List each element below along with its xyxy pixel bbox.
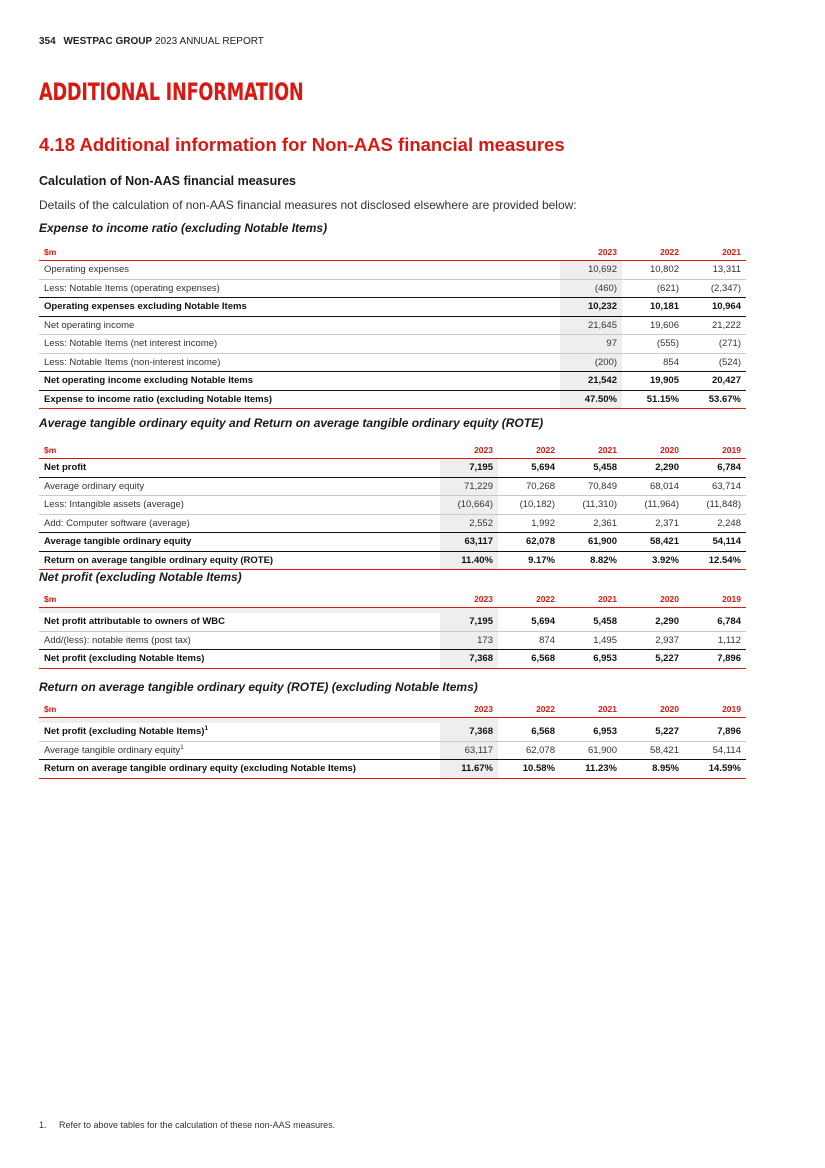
cell-value: 10,181 [622,298,684,317]
table-row [39,496,746,515]
year-header: 2019 [684,590,746,608]
row-label: Return on average tangible ordinary equity (ROTE) [39,551,440,570]
cell-value: 62,078 [498,533,560,552]
cell-value: 7,195 [440,613,498,631]
cell-value: 6,953 [560,723,622,741]
cell-value: 47.50% [560,390,622,409]
table-row [39,316,746,335]
row-label: Expense to income ratio (excluding Notable Items) [39,390,560,409]
table-row [39,372,746,391]
cell-value: 70,849 [560,477,622,496]
cell-value: 8.95% [622,760,684,779]
cell-value: 12.54% [684,551,746,570]
year-header: 2023 [560,243,622,261]
cell-value: 11.40% [440,551,498,570]
row-label: Add: Computer software (average) [39,514,440,533]
year-header: 2020 [622,700,684,718]
cell-value: 5,694 [498,459,560,478]
unit-label: $m [39,700,440,718]
cell-value: 173 [440,631,498,650]
row-label: Net profit attributable to owners of WBC [39,613,440,631]
cell-value: 21,542 [560,372,622,391]
cell-value: 2,290 [622,459,684,478]
cell-value: 6,784 [684,459,746,478]
cell-value: (200) [560,353,622,372]
table-header-row [39,441,746,459]
row-label: Net operating income excluding Notable Items [39,372,560,391]
table-row [39,723,746,741]
cell-value: 7,896 [684,723,746,741]
cell-value: 1,495 [560,631,622,650]
cell-value: (524) [684,353,746,372]
year-header: 2021 [684,243,746,261]
row-label: Operating expenses excluding Notable Items [39,298,560,317]
cell-value: 2,371 [622,514,684,533]
cell-value: (11,310) [560,496,622,515]
cell-value: 21,645 [560,316,622,335]
cell-value: (10,182) [498,496,560,515]
cell-value: (621) [622,279,684,298]
cell-value: 58,421 [622,741,684,760]
cell-value: 63,714 [684,477,746,496]
row-label: Return on average tangible ordinary equity (excluding Notable Items) [39,760,440,779]
cell-value: (271) [684,335,746,354]
table-row [39,459,746,478]
year-header: 2021 [560,441,622,459]
table-row [39,741,746,760]
row-label: Operating expenses [39,261,560,280]
unit-label: $m [39,590,440,608]
row-label: Net profit (excluding Notable Items) [39,650,440,669]
cell-value: 5,458 [560,613,622,631]
expense-ratio-table [39,243,746,409]
cell-value: 7,368 [440,650,498,669]
cell-value: 2,361 [560,514,622,533]
subsection-title: 4.18 Additional information for Non-AAS financial measures [39,134,565,155]
year-header: 2020 [622,590,684,608]
year-header: 2022 [498,441,560,459]
page-header [39,36,264,47]
cell-value: (2,347) [684,279,746,298]
cell-value: 11.67% [440,760,498,779]
cell-value: 2,552 [440,514,498,533]
cell-value: 58,421 [622,533,684,552]
year-header: 2022 [622,243,684,261]
table-header-row [39,243,746,261]
cell-value: 61,900 [560,741,622,760]
cell-value: 62,078 [498,741,560,760]
year-header: 2021 [560,590,622,608]
cell-value: (11,964) [622,496,684,515]
cell-value: 21,222 [684,316,746,335]
rote-ex-table-title: Return on average tangible ordinary equity (ROTE) (excluding Notable Items) [39,680,478,694]
cell-value: 6,568 [498,650,560,669]
year-header: 2023 [440,700,498,718]
year-header: 2022 [498,700,560,718]
cell-value: 51.15% [622,390,684,409]
cell-value: 6,568 [498,723,560,741]
year-header: 2021 [560,700,622,718]
footnote-marker: 1 [204,725,209,733]
table-row [39,261,746,280]
calc-heading: Calculation of Non-AAS financial measures [39,174,296,188]
table-row [39,353,746,372]
cell-value: 10.58% [498,760,560,779]
cell-value: (460) [560,279,622,298]
netprofit-table-title: Net profit (excluding Notable Items) [39,570,242,584]
cell-value: 9.17% [498,551,560,570]
report-name: 2023 ANNUAL REPORT [154,36,264,47]
footnote-marker: 1 [180,743,184,751]
table-row [39,298,746,317]
table-header-row [39,590,746,608]
table-row [39,514,746,533]
cell-value: 3.92% [622,551,684,570]
expense-table-title: Expense to income ratio (excluding Notable Items) [39,221,328,235]
cell-value: 63,117 [440,741,498,760]
cell-value: 5,227 [622,723,684,741]
cell-value: 7,195 [440,459,498,478]
cell-value: 63,117 [440,533,498,552]
cell-value: 8.82% [560,551,622,570]
cell-value: 854 [622,353,684,372]
row-label: Net profit (excluding Notable Items)$^1$ [39,723,440,741]
table-row [39,335,746,354]
row-label: Add/(less): notable items (post tax) [39,631,440,650]
unit-label: $m [39,441,440,459]
table-row [39,477,746,496]
row-label: Less: Notable Items (non-interest income) [39,353,560,372]
table-row [39,533,746,552]
cell-value: 97 [560,335,622,354]
footnote-text: Refer to above tables for the calculation of these non-AAS measures. [59,1120,336,1130]
row-label: Less: Notable Items (net interest income) [39,335,560,354]
cell-value: 20,427 [684,372,746,391]
row-label: Less: Intangible assets (average) [39,496,440,515]
table-row [39,390,746,409]
intro-text: Details of the calculation of non-AAS financial measures not disclosed elsewhere are provided below: [39,198,577,212]
footnote-number: 1. [39,1120,47,1130]
cell-value: 1,112 [684,631,746,650]
cell-value: 7,368 [440,723,498,741]
cell-value: 70,268 [498,477,560,496]
row-label: Average ordinary equity [39,477,440,496]
cell-value: 5,458 [560,459,622,478]
cell-value: 13,311 [684,261,746,280]
cell-value: 5,227 [622,650,684,669]
unit-label: $m [39,243,560,261]
year-header: 2023 [440,441,498,459]
cell-value: 14.59% [684,760,746,779]
page-number: 354 [39,36,56,47]
year-header: 2019 [684,700,746,718]
cell-value: 7,896 [684,650,746,669]
row-label: Net operating income [39,316,560,335]
row-label: Average tangible ordinary equity$^1$ [39,741,440,760]
row-label: Average tangible ordinary equity [39,533,440,552]
cell-value: 874 [498,631,560,650]
cell-value: 68,014 [622,477,684,496]
year-header: 2023 [440,590,498,608]
cell-value: (11,848) [684,496,746,515]
cell-value: 10,232 [560,298,622,317]
cell-value: 53.67% [684,390,746,409]
row-label: Net profit [39,459,440,478]
cell-value: 6,953 [560,650,622,669]
table-row [39,613,746,631]
cell-value: 10,692 [560,261,622,280]
table-header-row [39,700,746,718]
rote-table-title: Average tangible ordinary equity and Return on average tangible ordinary equity (ROTE) [39,416,544,430]
rote-ex-notable-table [39,700,746,779]
cell-value: (555) [622,335,684,354]
brand-name: WESTPAC GROUP [63,36,153,47]
row-label: Less: Notable Items (operating expenses) [39,279,560,298]
cell-value: 11.23% [560,760,622,779]
cell-value: 2,937 [622,631,684,650]
table-row [39,650,746,669]
cell-value: 71,229 [440,477,498,496]
net-profit-table [39,590,746,669]
cell-value: 10,802 [622,261,684,280]
year-header: 2022 [498,590,560,608]
year-header: 2019 [684,441,746,459]
cell-value: 2,290 [622,613,684,631]
table-row [39,279,746,298]
table-row [39,631,746,650]
table-row [39,551,746,570]
cell-value: 5,694 [498,613,560,631]
rote-table [39,441,746,570]
cell-value: 61,900 [560,533,622,552]
table-row [39,760,746,779]
cell-value: 1,992 [498,514,560,533]
cell-value: 19,905 [622,372,684,391]
cell-value: 10,964 [684,298,746,317]
year-header: 2020 [622,441,684,459]
cell-value: 19,606 [622,316,684,335]
cell-value: 2,248 [684,514,746,533]
cell-value: 54,114 [684,533,746,552]
cell-value: 54,114 [684,741,746,760]
section-title: ADDITIONAL INFORMATION [39,78,304,106]
cell-value: 6,784 [684,613,746,631]
footnote [39,1120,335,1130]
cell-value: (10,664) [440,496,498,515]
